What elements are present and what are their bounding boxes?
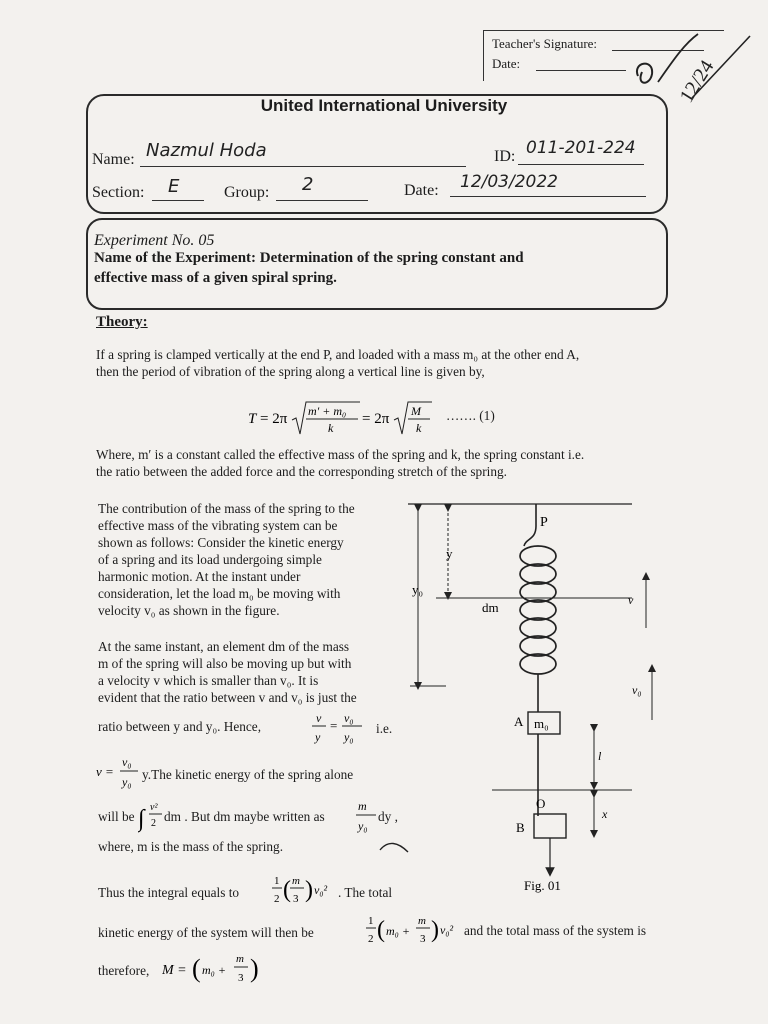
svg-text:y₀: y₀ [358, 819, 368, 833]
equation-1 [248, 398, 448, 445]
integral-result-formula [272, 870, 336, 912]
name-value: Nazmul Hoda [146, 140, 267, 161]
theory-para4 [98, 638, 398, 706]
svg-text:1: 1 [274, 875, 280, 887]
theory-para3 [98, 500, 394, 619]
label-O: O [536, 796, 546, 811]
svg-text:1: 1 [368, 915, 374, 927]
spring-coil [520, 546, 556, 674]
ke-formula [366, 910, 462, 952]
date-label: Date: [404, 182, 439, 199]
id-value: 011-201-224 [526, 138, 636, 158]
svg-text:v₀²: v₀² [440, 923, 454, 937]
section-value: E [168, 176, 180, 197]
svg-text:M =: M = [162, 963, 187, 978]
group-value: 2 [302, 174, 314, 195]
label-l: l [598, 749, 602, 763]
velocity-suffix: y.The kinetic energy of the spring alone [142, 767, 354, 782]
ke-prefix: kinetic energy of the system will then be [98, 925, 314, 940]
label-v: v [628, 593, 634, 607]
svg-text:): ) [305, 877, 313, 903]
theory-para4-line: evident that the ratio between v and v₀ is just the [98, 690, 357, 705]
svg-text:m′ + m₀: m′ + m₀ [308, 404, 347, 418]
svg-text:v₀: v₀ [122, 755, 132, 769]
svg-text:(: ( [377, 917, 385, 943]
theory-para1-line2: then the period of vibration of the spring along a vertical line is given by, [96, 364, 485, 379]
m-over-y0 [354, 796, 378, 836]
svg-text:m: m [418, 915, 426, 927]
svg-text:y: y [315, 730, 321, 744]
theory-para3-line: The contribution of the mass of the spring to the [98, 501, 355, 516]
mass-B-box [534, 814, 566, 838]
integral-suffix: . The total [338, 885, 393, 900]
figure-caption: Fig. 01 [524, 878, 561, 893]
svg-text:m₀ +: m₀ + [386, 924, 410, 938]
svg-text:M: M [411, 404, 421, 418]
ratio-prefix: ratio between y and y₀. Hence, [98, 719, 262, 734]
label-A: A [514, 714, 524, 729]
label-v0: v₀ [632, 683, 642, 697]
svg-text:): ) [250, 954, 259, 983]
experiment-number: Experiment No. 05 [94, 232, 215, 249]
svg-text:v =: v = [96, 764, 114, 779]
group-underline [276, 200, 368, 201]
theory-para4-line: At the same instant, an element dm of the mass [98, 639, 350, 654]
svg-text:= 2π: = 2π [362, 411, 390, 427]
id-underline [518, 164, 644, 165]
velocity-equation [96, 752, 142, 792]
theory-para3-line: harmonic motion. At the instant under [98, 569, 301, 584]
experiment-name-line1: Name of the Experiment: Determination of the spring constant and [94, 250, 524, 266]
svg-text:m: m [236, 953, 244, 965]
theory-para4-line: a velocity v which is smaller than v₀. It is [98, 673, 319, 688]
svg-text:m₀ +: m₀ + [202, 963, 226, 977]
theory-para3-line: velocity v₀ as shown in the figure. [98, 603, 280, 618]
svg-text:(: ( [283, 877, 291, 903]
svg-text:m: m [358, 799, 367, 813]
equation-1-formula [248, 398, 448, 440]
svg-text:3: 3 [420, 933, 426, 945]
svg-text:y₀: y₀ [344, 730, 354, 744]
dm-text: dm . But dm maybe written as [164, 809, 325, 824]
ratio-equation [312, 708, 374, 752]
theory-para3-line: shown as follows: Consider the kinetic energy [98, 535, 344, 550]
svg-text:k: k [328, 421, 334, 435]
ratio-suffix: i.e. [376, 721, 393, 736]
theory-para1-line1: If a spring is clamped vertically at the end P, and loaded with a mass m₀ at the other end A, [96, 347, 580, 362]
theory-para2-line1: Where, m′ is a constant called the effective mass of the spring and k, the spring constant i.e. [96, 447, 585, 462]
label-B: B [516, 820, 525, 835]
date-value: 12/03/2022 [460, 172, 558, 192]
svg-text:v₀²: v₀² [314, 883, 328, 897]
group-label: Group: [224, 184, 270, 201]
svg-text:): ) [431, 917, 439, 943]
theory-para3-line: consideration, let the load m₀ be moving with [98, 586, 341, 601]
theory-para2-line2: the ratio between the added force and the corresponding stretch of the spring. [96, 464, 507, 479]
integral-symbol [138, 796, 164, 836]
teacher-signature-label: Teacher's Signature: [492, 36, 598, 51]
integral-prefix: Thus the integral equals to [98, 885, 240, 900]
spring-hook [524, 504, 536, 546]
section-underline [152, 200, 204, 201]
experiment-name-line2: effective mass of a given spiral spring. [94, 270, 337, 286]
label-m0: m₀ [534, 716, 549, 731]
svg-text:2: 2 [368, 933, 374, 945]
svg-text:m: m [292, 875, 300, 887]
label-P: P [540, 515, 548, 530]
svg-text:(: ( [192, 954, 201, 983]
theory-para2 [96, 446, 676, 480]
svg-text:=: = [330, 718, 338, 733]
therefore-text: therefore, [98, 963, 150, 978]
theory-heading: Theory: [96, 314, 148, 330]
spring-figure [396, 496, 660, 900]
id-label: ID: [494, 148, 516, 165]
theory-para3-line: of a spring and its load undergoing simple [98, 552, 322, 567]
svg-text:3: 3 [293, 893, 299, 905]
svg-text:= 2π: = 2π [260, 411, 288, 427]
will-be-text: will be [98, 809, 135, 824]
signature-date-mark: 12/24 [675, 56, 719, 107]
ke-suffix: and the total mass of the system is [464, 923, 647, 938]
name-underline [140, 166, 466, 167]
svg-text:∫: ∫ [138, 806, 145, 832]
label-x: x [602, 807, 608, 821]
university-title: United International University [260, 96, 508, 115]
label-y: y [446, 546, 453, 561]
svg-text:v²: v² [150, 802, 158, 813]
label-y0: y₀ [412, 582, 424, 597]
theory-para3-line: effective mass of the vibrating system can be [98, 518, 338, 533]
theory-para1 [96, 346, 676, 380]
equation-1-number: ……. (1) [446, 408, 495, 423]
theory-para4-line: m of the spring will also be moving up but with [98, 656, 352, 671]
svg-text:3: 3 [238, 972, 244, 984]
svg-text:2: 2 [151, 818, 156, 829]
date-underline [450, 196, 646, 197]
where-m-text: where, m is the mass of the spring. [98, 839, 284, 854]
total-mass-formula [162, 948, 266, 992]
name-label: Name: [92, 151, 135, 168]
svg-text:2: 2 [274, 893, 280, 905]
signature-date-label: Date: [492, 56, 521, 71]
dy-text: dy , [378, 809, 398, 824]
label-dm: dm [482, 600, 499, 615]
svg-text:v: v [316, 711, 322, 725]
svg-text:v₀: v₀ [344, 711, 354, 725]
signature-date-underline [536, 70, 626, 71]
section-label: Section: [92, 184, 145, 201]
svg-text:T: T [248, 411, 257, 427]
svg-text:y₀: y₀ [122, 775, 132, 789]
svg-text:k: k [416, 421, 422, 435]
